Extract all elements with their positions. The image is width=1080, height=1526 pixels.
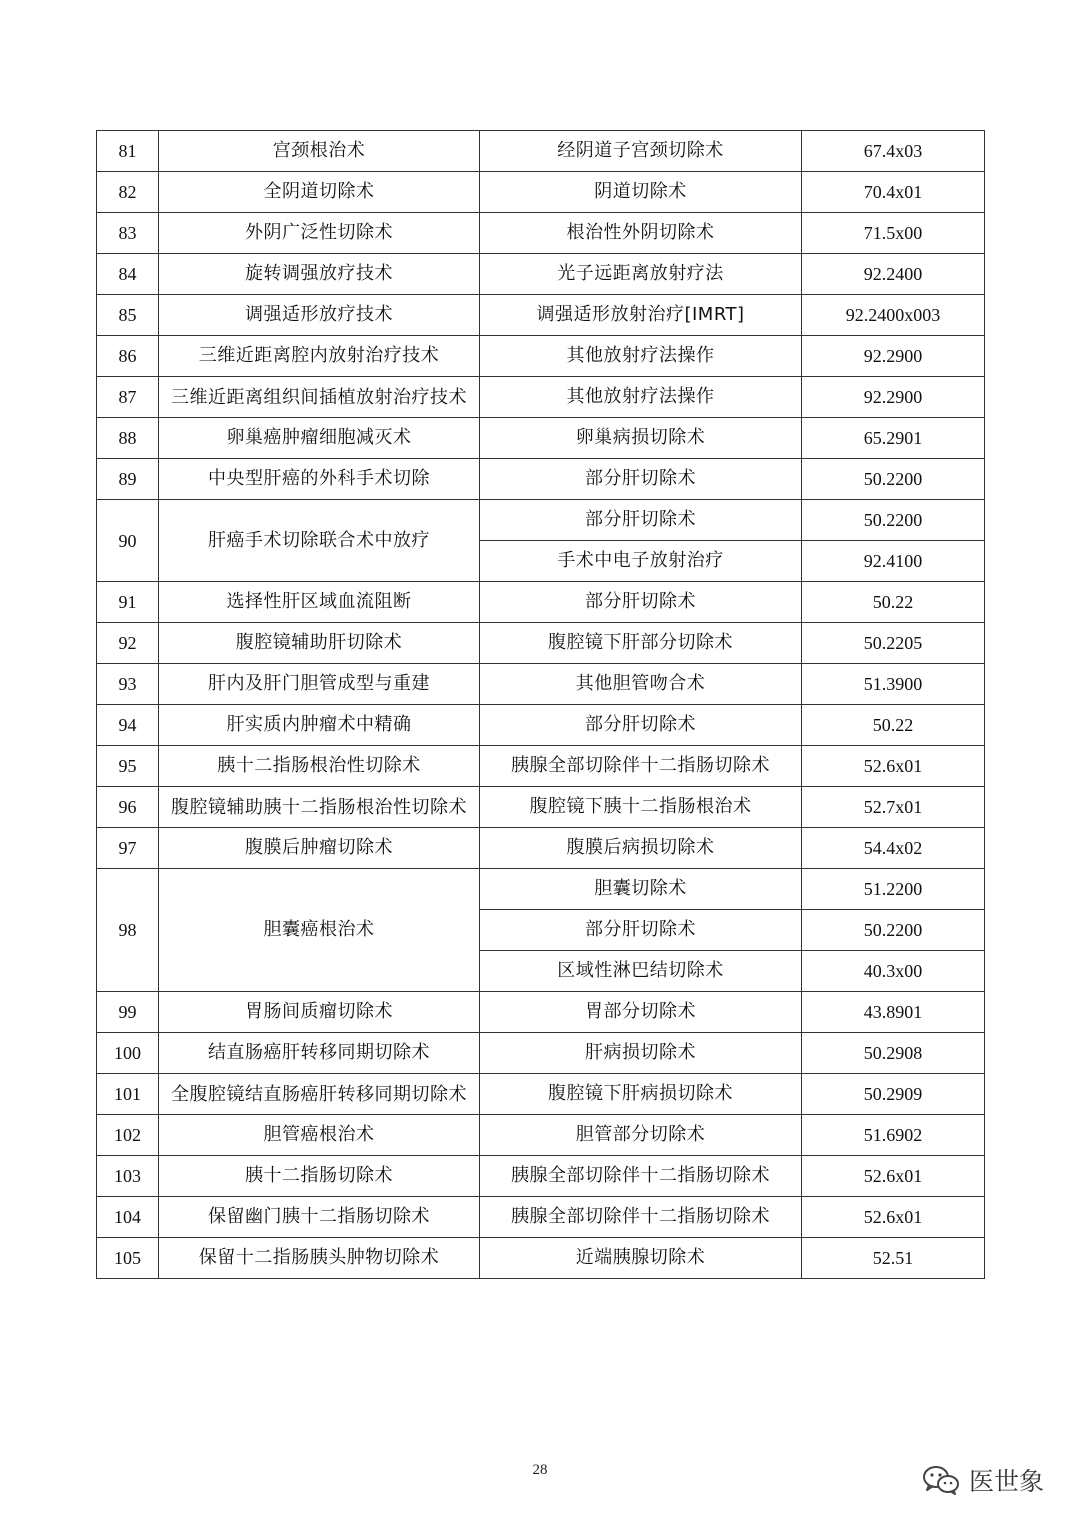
row-number: 81 bbox=[97, 131, 159, 172]
table-row bbox=[97, 131, 985, 172]
row-number: 82 bbox=[97, 172, 159, 213]
operation-code: 71.5x00 bbox=[802, 213, 985, 254]
operation-name: 胰腺全部切除伴十二指肠切除术 bbox=[480, 746, 802, 787]
row-number: 90 bbox=[97, 500, 159, 582]
row-number: 101 bbox=[97, 1074, 159, 1115]
technique-name: 胰十二指肠切除术 bbox=[159, 1156, 480, 1197]
technique-name: 肝实质内肿瘤术中精确 bbox=[159, 705, 480, 746]
row-number: 98 bbox=[97, 869, 159, 992]
operation-code: 52.6x01 bbox=[802, 746, 985, 787]
row-number: 85 bbox=[97, 295, 159, 336]
operation-code: 92.2400x003 bbox=[802, 295, 985, 336]
table-row bbox=[97, 623, 985, 664]
operation-name: 卵巢病损切除术 bbox=[480, 418, 802, 459]
operation-code: 50.2200 bbox=[802, 910, 985, 951]
procedure-table-body bbox=[97, 131, 985, 1279]
operation-code: 65.2901 bbox=[802, 418, 985, 459]
operation-name: 其他放射疗法操作 bbox=[480, 336, 802, 377]
row-number: 86 bbox=[97, 336, 159, 377]
technique-name: 三维近距离腔内放射治疗技术 bbox=[159, 336, 480, 377]
table-row bbox=[97, 500, 985, 541]
operation-code: 52.6x01 bbox=[802, 1197, 985, 1238]
row-number: 103 bbox=[97, 1156, 159, 1197]
operation-code: 50.22 bbox=[802, 705, 985, 746]
row-number: 88 bbox=[97, 418, 159, 459]
operation-code: 54.4x02 bbox=[802, 828, 985, 869]
technique-name: 选择性肝区域血流阻断 bbox=[159, 582, 480, 623]
row-number: 104 bbox=[97, 1197, 159, 1238]
technique-name: 三维近距离组织间插植放射治疗技术 bbox=[159, 377, 480, 418]
operation-name: 近端胰腺切除术 bbox=[480, 1238, 802, 1279]
watermark-text: 医世象 bbox=[968, 1467, 1044, 1496]
row-number: 91 bbox=[97, 582, 159, 623]
operation-code: 50.2909 bbox=[802, 1074, 985, 1115]
operation-name: 经阴道子宫颈切除术 bbox=[480, 131, 802, 172]
operation-name: 阴道切除术 bbox=[480, 172, 802, 213]
table-row bbox=[97, 213, 985, 254]
operation-code: 50.2200 bbox=[802, 500, 985, 541]
technique-name: 胰十二指肠根治性切除术 bbox=[159, 746, 480, 787]
wechat-icon bbox=[921, 1464, 961, 1496]
technique-name: 结直肠癌肝转移同期切除术 bbox=[159, 1033, 480, 1074]
row-number: 94 bbox=[97, 705, 159, 746]
operation-code: 50.22 bbox=[802, 582, 985, 623]
operation-code: 52.6x01 bbox=[802, 1156, 985, 1197]
technique-name: 腹腔镜辅助胰十二指肠根治性切除术 bbox=[159, 787, 480, 828]
table-row bbox=[97, 418, 985, 459]
row-number: 99 bbox=[97, 992, 159, 1033]
operation-code: 51.3900 bbox=[802, 664, 985, 705]
technique-name: 保留幽门胰十二指肠切除术 bbox=[159, 1197, 480, 1238]
technique-name: 宫颈根治术 bbox=[159, 131, 480, 172]
table-row bbox=[97, 254, 985, 295]
operation-code: 51.2200 bbox=[802, 869, 985, 910]
operation-code: 43.8901 bbox=[802, 992, 985, 1033]
row-number: 95 bbox=[97, 746, 159, 787]
operation-name: 区域性淋巴结切除术 bbox=[480, 951, 802, 992]
technique-name: 肝内及肝门胆管成型与重建 bbox=[159, 664, 480, 705]
operation-name: 部分肝切除术 bbox=[480, 910, 802, 951]
operation-code: 52.51 bbox=[802, 1238, 985, 1279]
technique-name: 腹膜后肿瘤切除术 bbox=[159, 828, 480, 869]
technique-name: 旋转调强放疗技术 bbox=[159, 254, 480, 295]
page-number: 28 bbox=[532, 1462, 548, 1478]
technique-name: 腹腔镜辅助肝切除术 bbox=[159, 623, 480, 664]
operation-name: 胆管部分切除术 bbox=[480, 1115, 802, 1156]
operation-code: 70.4x01 bbox=[802, 172, 985, 213]
technique-name: 肝癌手术切除联合术中放疗 bbox=[159, 500, 480, 582]
table-row bbox=[97, 787, 985, 828]
operation-name: 腹膜后病损切除术 bbox=[480, 828, 802, 869]
table-row bbox=[97, 828, 985, 869]
table-row bbox=[97, 1197, 985, 1238]
table-row bbox=[97, 459, 985, 500]
table-row bbox=[97, 582, 985, 623]
operation-code: 92.2900 bbox=[802, 377, 985, 418]
operation-name: 光子远距离放射疗法 bbox=[480, 254, 802, 295]
table-row bbox=[97, 336, 985, 377]
operation-name: 其他胆管吻合术 bbox=[480, 664, 802, 705]
operation-code: 50.2205 bbox=[802, 623, 985, 664]
row-number: 102 bbox=[97, 1115, 159, 1156]
row-number: 100 bbox=[97, 1033, 159, 1074]
row-number: 105 bbox=[97, 1238, 159, 1279]
operation-name: 胰腺全部切除伴十二指肠切除术 bbox=[480, 1197, 802, 1238]
operation-name: 腹腔镜下胰十二指肠根治术 bbox=[480, 787, 802, 828]
operation-code: 51.6902 bbox=[802, 1115, 985, 1156]
operation-name: 胃部分切除术 bbox=[480, 992, 802, 1033]
operation-name: 部分肝切除术 bbox=[480, 582, 802, 623]
technique-name: 调强适形放疗技术 bbox=[159, 295, 480, 336]
table-row bbox=[97, 1074, 985, 1115]
table-row bbox=[97, 377, 985, 418]
table-row bbox=[97, 705, 985, 746]
technique-name: 保留十二指肠胰头肿物切除术 bbox=[159, 1238, 480, 1279]
row-number: 93 bbox=[97, 664, 159, 705]
row-number: 96 bbox=[97, 787, 159, 828]
row-number: 87 bbox=[97, 377, 159, 418]
row-number: 84 bbox=[97, 254, 159, 295]
operation-name: 部分肝切除术 bbox=[480, 500, 802, 541]
table-row bbox=[97, 1033, 985, 1074]
table-row bbox=[97, 295, 985, 336]
operation-name: 肝病损切除术 bbox=[480, 1033, 802, 1074]
technique-name: 全腹腔镜结直肠癌肝转移同期切除术 bbox=[159, 1074, 480, 1115]
technique-name: 胆管癌根治术 bbox=[159, 1115, 480, 1156]
technique-name: 全阴道切除术 bbox=[159, 172, 480, 213]
operation-name: 手术中电子放射治疗 bbox=[480, 541, 802, 582]
operation-name: 胰腺全部切除伴十二指肠切除术 bbox=[480, 1156, 802, 1197]
row-number: 97 bbox=[97, 828, 159, 869]
table-row bbox=[97, 746, 985, 787]
table-row bbox=[97, 869, 985, 910]
operation-code: 67.4x03 bbox=[802, 131, 985, 172]
technique-name: 外阴广泛性切除术 bbox=[159, 213, 480, 254]
row-number: 89 bbox=[97, 459, 159, 500]
operation-code: 50.2200 bbox=[802, 459, 985, 500]
technique-name: 胃肠间质瘤切除术 bbox=[159, 992, 480, 1033]
table-row bbox=[97, 172, 985, 213]
operation-name: 其他放射疗法操作 bbox=[480, 377, 802, 418]
technique-name: 中央型肝癌的外科手术切除 bbox=[159, 459, 480, 500]
operation-code: 92.2400 bbox=[802, 254, 985, 295]
operation-name: 根治性外阴切除术 bbox=[480, 213, 802, 254]
table-row bbox=[97, 1238, 985, 1279]
table-row bbox=[97, 664, 985, 705]
operation-code: 50.2908 bbox=[802, 1033, 985, 1074]
procedure-table bbox=[96, 130, 985, 1279]
operation-code: 40.3x00 bbox=[802, 951, 985, 992]
operation-code: 92.4100 bbox=[802, 541, 985, 582]
table-row bbox=[97, 1115, 985, 1156]
operation-code: 52.7x01 bbox=[802, 787, 985, 828]
table-row bbox=[97, 992, 985, 1033]
operation-code: 92.2900 bbox=[802, 336, 985, 377]
operation-name: 部分肝切除术 bbox=[480, 459, 802, 500]
row-number: 92 bbox=[97, 623, 159, 664]
operation-name: 腹腔镜下肝病损切除术 bbox=[480, 1074, 802, 1115]
operation-name: 胆囊切除术 bbox=[480, 869, 802, 910]
operation-name: 部分肝切除术 bbox=[480, 705, 802, 746]
watermark bbox=[921, 1462, 1044, 1498]
operation-name: 调强适形放射治疗[IMRT] bbox=[480, 295, 802, 336]
technique-name: 胆囊癌根治术 bbox=[159, 869, 480, 992]
row-number: 83 bbox=[97, 213, 159, 254]
operation-name: 腹腔镜下肝部分切除术 bbox=[480, 623, 802, 664]
table-row bbox=[97, 1156, 985, 1197]
technique-name: 卵巢癌肿瘤细胞减灭术 bbox=[159, 418, 480, 459]
